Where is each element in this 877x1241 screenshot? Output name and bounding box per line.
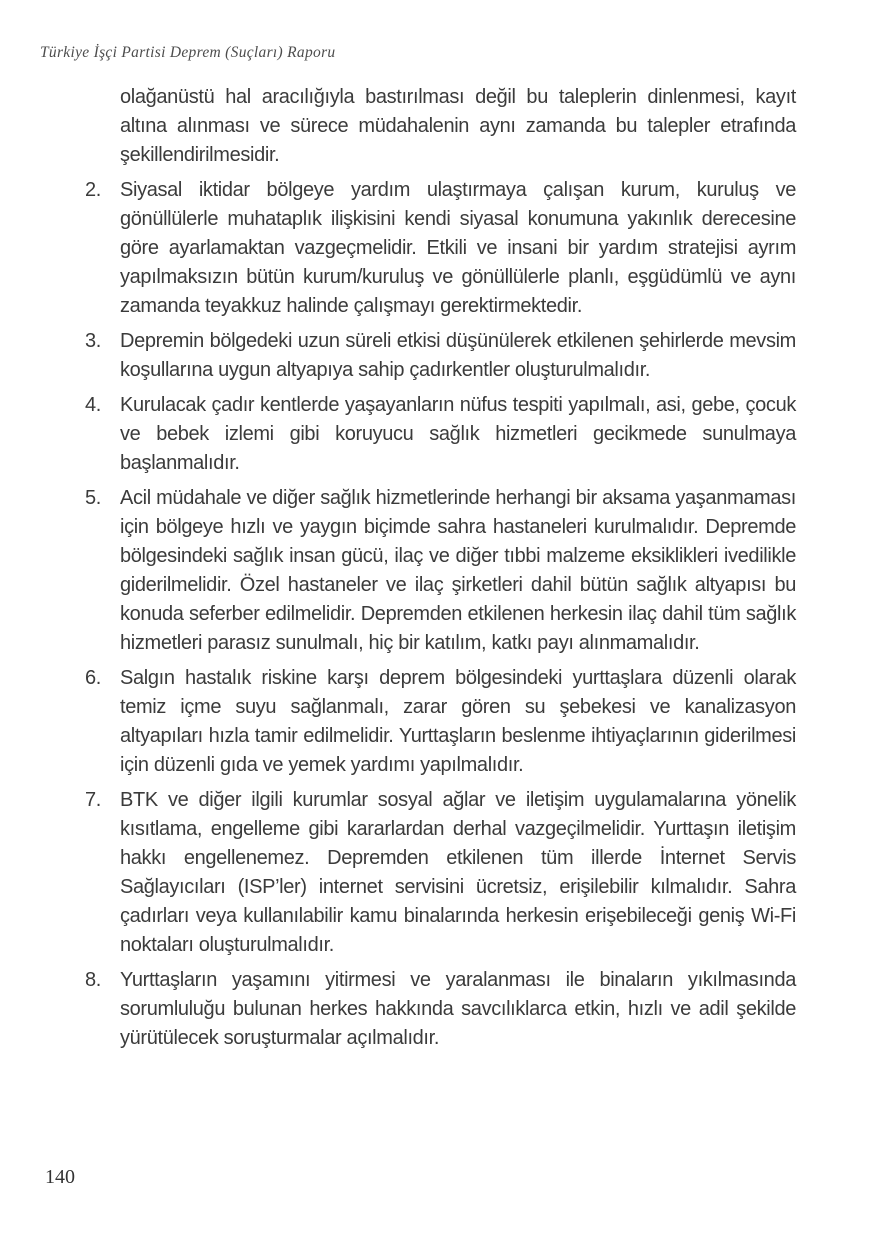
list-item-text: Yurttaşların yaşamını yitirmesi ve yaralanması ile binaların yıkılmasında sorumluluğu bulunan herkes hakkında savcılıklarca etkin, hızlı ve adil şekilde yürütülecek soruşturmalar açılmalıdır. [120,969,796,1049]
list-item [85,966,796,1053]
list-item-number: 2. [85,179,101,201]
list-item-text: Depremin bölgedeki uzun süreli etkisi düşünülerek etkilenen şehirlerde mevsim koşullarına uygun altyapıya sahip çadırkentler oluşturulmalıdır. [120,330,796,381]
list-item [85,327,796,385]
list-item-text: BTK ve diğer ilgili kurumlar sosyal ağlar ve iletişim uygulamalarına yönelik kısıtlama, engelleme gibi kararlardan derhal vazgeçilmelidir. Yurttaşın iletişim hakkı engellenemez. Depremden etkilenen tüm illerde İnternet Servis Sağlayıcıları (ISP’ler) internet servisini ücretsiz, erişilebilir kılmalıdır. Sahra çadırları veya kullanılabilir kamu binalarında herkesin erişebileceği geniş Wi-Fi noktaları oluşturulmalıdır. [120,789,796,956]
list-item-text: Salgın hastalık riskine karşı deprem bölgesindeki yurttaşlara düzenli olarak temiz içme suyu sağlanmalı, zarar gören su şebekesi ve kanalizasyon altyapıları hızla tamir edilmelidir. Yurttaşların beslenme ihtiyaçlarının giderilmesi için düzenli gıda ve yemek yardımı yapılmalıdır. [120,667,796,776]
list-item [85,391,796,478]
list-item [85,176,796,321]
list-item-number: 3. [85,330,101,352]
page-content [85,83,796,1059]
list-item-text: Kurulacak çadır kentlerde yaşayanların nüfus tespiti yapılmalı, asi, gebe, çocuk ve bebek izlemi gibi koruyucu sağlık hizmetleri gecikmede sunulmaya başlanmalıdır. [120,394,796,474]
list-item-number: 5. [85,487,101,509]
list-item-number: 7. [85,789,101,811]
list-item [85,664,796,780]
running-header: Türkiye İşçi Partisi Deprem (Suçları) Raporu [40,44,336,61]
list-item [85,786,796,960]
page-number: 140 [45,1166,75,1188]
list-item [85,484,796,658]
list-item-number: 6. [85,667,101,689]
paragraph-continuation: olağanüstü hal aracılığıyla bastırılması değil bu taleplerin dinlenmesi, kayıt altına alınması ve sürece müdahalenin aynı zamanda bu talepler etrafında şekillendirilmesidir. [120,86,796,166]
recommendations-list [85,176,796,1053]
list-item-text: Siyasal iktidar bölgeye yardım ulaştırmaya çalışan kurum, kuruluş ve gönüllülerle muhataplık ilişkisini kendi siyasal konumuna yakınlık derecesine göre ayarlamaktan vazgeçmelidir. Etkili ve insani bir yardım stratejisi ayrım yapılmaksızın bütün kurum/kuruluş ve gönüllülerle planlı, eşgüdümlü ve aynı zamanda teyakkuz halinde çalışmayı gerektirmektedir. [120,179,796,317]
list-item-number: 4. [85,394,101,416]
list-item-text: Acil müdahale ve diğer sağlık hizmetlerinde herhangi bir aksama yaşanmaması için bölgeye hızlı ve yaygın biçimde sahra hastaneleri kurulmalıdır. Depremde bölgesindeki sağlık insan gücü, ilaç ve diğer tıbbi malzeme eksiklikleri ivedilikle giderilmelidir. Özel hastaneler ve ilaç şirketleri dahil bütün sağlık altyapısı bu konuda seferber edilmelidir. Depremden etkilenen herkesin ilaç dahil tüm sağlık hizmetleri parasız sunulmalı, hiç bir katılım, katkı payı alınmamalıdır. [120,487,796,654]
list-item-number: 8. [85,969,101,991]
